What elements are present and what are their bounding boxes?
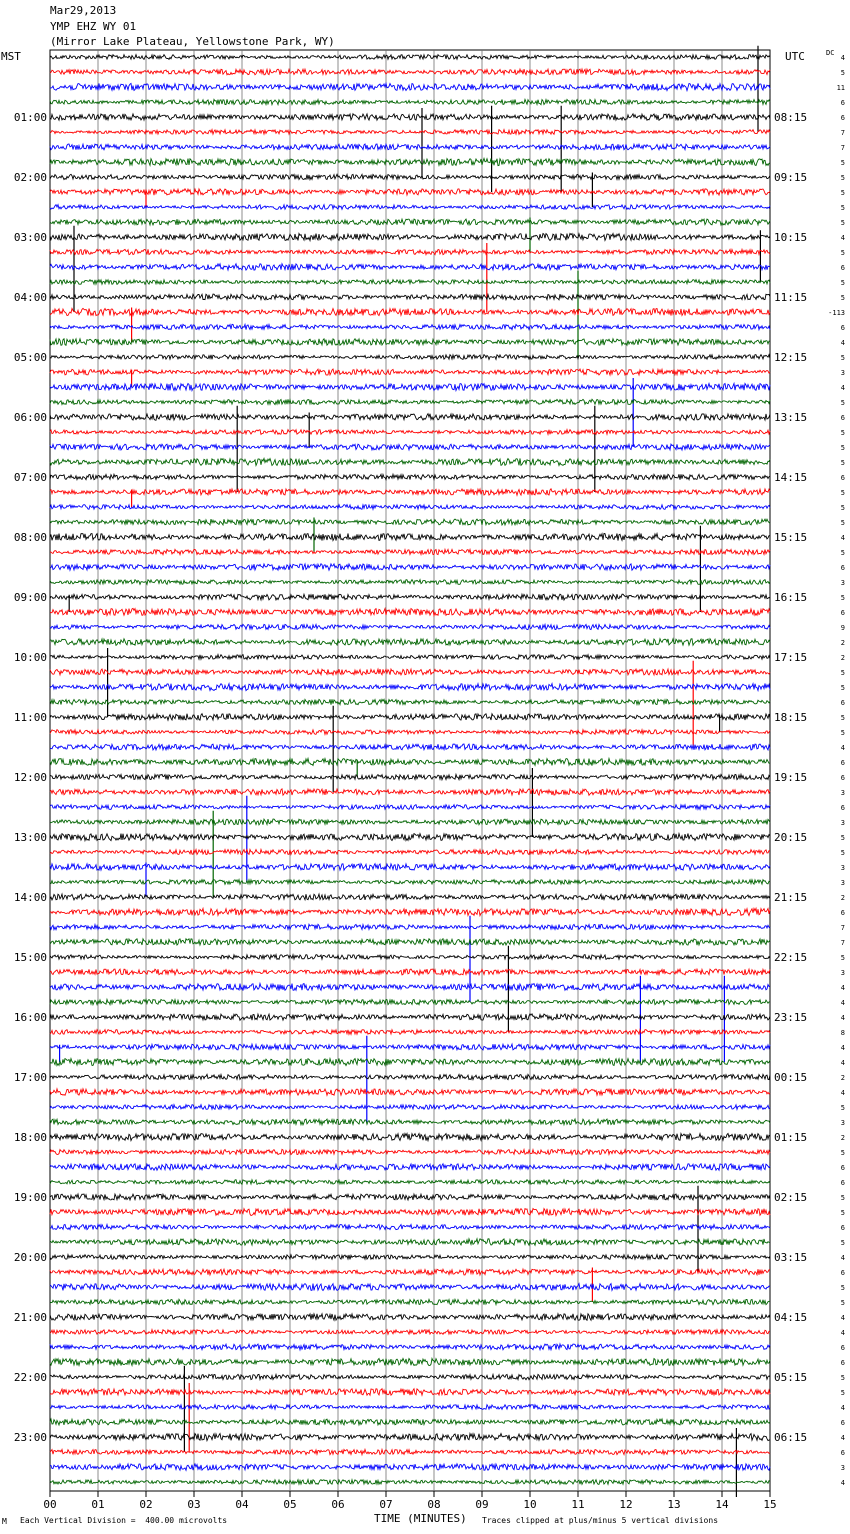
dc-offset-value: 6 (840, 1164, 845, 1172)
x-tick-label: 00 (43, 1498, 57, 1511)
dc-offset-value: 4 (840, 1254, 845, 1262)
seismic-trace-blue (50, 1105, 770, 1110)
seismic-trace-blue (50, 324, 770, 329)
dc-offset-value: 3 (840, 819, 845, 827)
dc-offset-value: 5 (840, 354, 845, 362)
seismic-trace-green (50, 880, 770, 885)
seismic-trace-red (50, 249, 770, 254)
seismic-trace-red (50, 969, 770, 975)
x-tick-label: 11 (571, 1498, 585, 1511)
x-tick-label: 08 (427, 1498, 441, 1511)
dc-offset-value: 5 (840, 1239, 845, 1247)
seismic-trace-red (50, 369, 770, 375)
mst-hour-label: 20:00 (13, 1251, 47, 1264)
dc-offset-value: 5 (840, 684, 845, 692)
seismic-trace-black (50, 1194, 770, 1200)
seismic-trace-green (50, 339, 770, 346)
mst-hour-label: 19:00 (13, 1191, 47, 1204)
dc-offset-value: 6 (840, 264, 845, 272)
mst-hour-label: 07:00 (13, 471, 47, 484)
dc-offset-value: 3 (840, 864, 845, 872)
seismic-trace-blue (50, 624, 770, 629)
utc-hour-label: 17:15 (774, 651, 808, 664)
dc-offset-value: 5 (840, 504, 845, 512)
seismic-trace-blue (50, 83, 770, 90)
seismic-trace-blue (50, 984, 770, 991)
dc-offset-value: 5 (840, 1374, 845, 1382)
seismic-trace-green (50, 158, 770, 165)
mst-hour-label: 13:00 (13, 831, 47, 844)
utc-hour-label: 14:15 (774, 471, 808, 484)
utc-hour-label: 11:15 (774, 291, 808, 304)
seismic-trace-green (50, 999, 770, 1004)
mst-hour-label: 11:00 (13, 711, 47, 724)
seismic-trace-red (50, 69, 770, 75)
dc-offset-value: 6 (840, 774, 845, 782)
seismic-trace-blue (50, 1044, 770, 1050)
seismic-trace-green (50, 1119, 770, 1125)
dc-offset-value: 7 (840, 129, 845, 137)
dc-offset-value: 2 (840, 639, 845, 647)
dc-offset-value: 7 (840, 939, 845, 947)
dc-offset-value: 11 (836, 84, 845, 92)
dc-offset-value: 4 (840, 1089, 845, 1097)
dc-offset-value: 4 (840, 1314, 845, 1322)
seismic-trace-black (50, 114, 770, 120)
x-tick-label: 04 (235, 1498, 249, 1511)
mst-hour-label: 08:00 (13, 531, 47, 544)
utc-hour-label: 19:15 (774, 771, 808, 784)
seismic-trace-green (50, 1480, 770, 1485)
seismic-trace-blue (50, 205, 770, 210)
dc-offset-value: 5 (840, 594, 845, 602)
seismic-trace-red (50, 489, 770, 495)
seismic-trace-black (50, 774, 770, 779)
dc-offset-value: 3 (840, 789, 845, 797)
dc-offset-value: 5 (840, 729, 845, 737)
dc-offset-value: 4 (840, 54, 845, 62)
mst-hour-label: 01:00 (13, 111, 47, 124)
seismic-trace-black (50, 355, 770, 360)
seismic-trace-blue (50, 1224, 770, 1229)
footer-marker: M (2, 1517, 7, 1526)
dc-offset-value: 6 (840, 1269, 845, 1277)
utc-hour-label: 18:15 (774, 711, 808, 724)
dc-offset-value: 4 (840, 534, 845, 542)
mst-hour-label: 18:00 (13, 1131, 47, 1144)
seismic-trace-green (50, 639, 770, 646)
dc-offset-value: 5 (840, 189, 845, 197)
station-location: (Mirror Lake Plateau, Yellowstone Park, WY) (50, 35, 335, 48)
x-tick-label: 07 (379, 1498, 393, 1511)
mst-hour-label: 14:00 (13, 891, 47, 904)
dc-offset-value: 5 (840, 954, 845, 962)
utc-hour-label: 13:15 (774, 411, 808, 424)
dc-offset-value: 2 (840, 894, 845, 902)
seismic-trace-red (50, 1089, 770, 1096)
dc-offset-value: 5 (840, 444, 845, 452)
dc-offset-value: 4 (840, 999, 845, 1007)
seismic-trace-red (50, 908, 770, 915)
seismic-trace-red (50, 549, 770, 554)
dc-offset-value: 5 (840, 489, 845, 497)
seismic-trace-black (50, 1374, 770, 1379)
seismic-trace-green (50, 1058, 770, 1065)
dc-offset-value: 5 (840, 1194, 845, 1202)
dc-offset-value: 5 (840, 429, 845, 437)
dc-offset-value: 6 (840, 1419, 845, 1427)
dc-offset-value: 6 (840, 99, 845, 107)
dc-offset-value: 5 (840, 714, 845, 722)
mst-hour-label: 09:00 (13, 591, 47, 604)
scale-note: Each Vertical Division = 400.00 microvolts (20, 1516, 228, 1525)
dc-offset-value: 5 (840, 834, 845, 842)
seismic-trace-red (50, 1330, 770, 1335)
seismic-trace-green (50, 519, 770, 525)
dc-offset-value: 6 (840, 1179, 845, 1187)
seismic-trace-green (50, 759, 770, 766)
dc-offset-value: 5 (840, 1104, 845, 1112)
seismic-trace-green (50, 580, 770, 585)
seismic-trace-black (50, 714, 770, 720)
dc-offset-value: 3 (840, 1464, 845, 1472)
seismic-trace-red (50, 1149, 770, 1154)
dc-offset-value: 3 (840, 879, 845, 887)
seismic-trace-blue (50, 505, 770, 510)
seismic-trace-blue (50, 444, 770, 450)
dc-offset-value: 5 (840, 1284, 845, 1292)
dc-offset-value: 5 (840, 459, 845, 467)
seismic-trace-red (50, 1030, 770, 1035)
station-code: YMP EHZ WY 01 (50, 20, 137, 33)
dc-offset-value: 6 (840, 1449, 845, 1457)
mst-hour-label: 16:00 (13, 1011, 47, 1024)
dc-offset-value: 5 (840, 174, 845, 182)
x-tick-label: 15 (763, 1498, 777, 1511)
dc-offset-value: 5 (840, 669, 845, 677)
dc-offset-value: 5 (840, 549, 845, 557)
seismic-trace-red (50, 849, 770, 854)
dc-offset-value: 3 (840, 969, 845, 977)
seismic-trace-black (50, 955, 770, 960)
utc-hour-label: 16:15 (774, 591, 808, 604)
seismic-trace-green (50, 1299, 770, 1304)
seismic-trace-green (50, 699, 770, 704)
seismic-trace-green (50, 458, 770, 465)
dc-offset-value: 5 (840, 519, 845, 527)
dc-offset-value: 6 (840, 804, 845, 812)
seismic-trace-black (50, 1074, 770, 1079)
seismic-trace-red (50, 669, 770, 675)
seismic-trace-red (50, 189, 770, 195)
seismic-trace-green (50, 280, 770, 285)
utc-hour-label: 22:15 (774, 951, 808, 964)
seismic-trace-green (50, 1419, 770, 1425)
mst-hour-label: 15:00 (13, 951, 47, 964)
dc-offset-value: 4 (840, 1044, 845, 1052)
dc-offset-value: 6 (840, 1359, 845, 1367)
seismic-trace-black (50, 594, 770, 600)
seismic-trace-black (50, 894, 770, 900)
seismic-trace-black (50, 233, 770, 240)
dc-offset-value: 3 (840, 579, 845, 587)
utc-axis-label: UTC (785, 50, 805, 63)
seismic-trace-black (50, 414, 770, 421)
dc-offset-value: 4 (840, 744, 845, 752)
seismic-trace-blue (50, 805, 770, 810)
seismic-trace-blue (50, 383, 770, 390)
seismic-trace-black (50, 174, 770, 179)
dc-offset-value: 4 (840, 1059, 845, 1067)
seismic-trace-red (50, 130, 770, 135)
dc-offset-value: 5 (840, 1209, 845, 1217)
dc-offset-value: 5 (840, 279, 845, 287)
dc-offset-value: 6 (840, 909, 845, 917)
utc-hour-label: 20:15 (774, 831, 808, 844)
mst-hour-label: 02:00 (13, 171, 47, 184)
seismic-trace-black (50, 294, 770, 300)
x-tick-label: 10 (523, 1498, 537, 1511)
x-tick-label: 13 (667, 1498, 681, 1511)
chart-date: Mar29,2013 (50, 4, 117, 17)
mst-hour-label: 17:00 (13, 1071, 47, 1084)
utc-hour-label: 12:15 (774, 351, 808, 364)
seismic-trace-red (50, 1449, 770, 1454)
mst-axis-label: MST (1, 50, 21, 63)
dc-offset-value: -113 (828, 309, 845, 317)
dc-offset-value: 5 (840, 399, 845, 407)
dc-offset-value: 6 (840, 324, 845, 332)
utc-hour-label: 02:15 (774, 1191, 808, 1204)
utc-hour-label: 15:15 (774, 531, 808, 544)
dc-offset-value: 4 (840, 984, 845, 992)
seismic-trace-black (50, 1255, 770, 1260)
seismic-trace-red (50, 789, 770, 795)
seismic-trace-red (50, 1208, 770, 1215)
x-tick-label: 14 (715, 1498, 729, 1511)
seismic-trace-black (50, 55, 770, 60)
dc-offset-value: 6 (840, 1224, 845, 1232)
utc-hour-label: 10:15 (774, 231, 808, 244)
seismic-trace-black (50, 474, 770, 479)
dc-offset-value: 2 (840, 1134, 845, 1142)
seismic-trace-red (50, 608, 770, 615)
dc-offset-value: 5 (840, 849, 845, 857)
seismic-trace-green (50, 1180, 770, 1185)
seismic-trace-blue (50, 683, 770, 690)
dc-offset-value: 4 (840, 1329, 845, 1337)
dc-offset-value: 6 (840, 1344, 845, 1352)
seismic-trace-blue (50, 744, 770, 750)
seismic-trace-red (50, 730, 770, 735)
dc-offset-value: 5 (840, 219, 845, 227)
dc-offset-value: 5 (840, 1389, 845, 1397)
dc-offset-value: 4 (840, 1404, 845, 1412)
seismic-trace-green (50, 1239, 770, 1245)
mst-hour-label: 12:00 (13, 771, 47, 784)
dc-offset-value: 5 (840, 159, 845, 167)
mst-hour-label: 06:00 (13, 411, 47, 424)
seismic-trace-blue (50, 564, 770, 570)
x-tick-label: 12 (619, 1498, 633, 1511)
seismic-trace-black (50, 1014, 770, 1020)
utc-hour-label: 09:15 (774, 171, 808, 184)
clip-note: Traces clipped at plus/minus 5 vertical divisions (482, 1516, 719, 1525)
dc-offset-value: 5 (840, 1149, 845, 1157)
x-tick-label: 03 (187, 1498, 201, 1511)
dc-offset-value: 4 (840, 1014, 845, 1022)
mst-hour-label: 03:00 (13, 231, 47, 244)
mst-hour-label: 10:00 (13, 651, 47, 664)
dc-offset-value: 6 (840, 759, 845, 767)
seismic-trace-red (50, 430, 770, 435)
dc-offset-value: 3 (840, 369, 845, 377)
dc-offset-value: 3 (840, 1119, 845, 1127)
seismic-trace-black (50, 655, 770, 660)
dc-offset-value: 2 (840, 654, 845, 662)
seismic-trace-green (50, 1358, 770, 1365)
seismic-trace-red (50, 308, 770, 315)
dc-offset-value: 4 (840, 234, 845, 242)
dc-offset-label: DC (826, 49, 835, 57)
dc-offset-value: 8 (840, 1029, 845, 1037)
dc-offset-value: 7 (840, 924, 845, 932)
seismic-trace-blue (50, 1405, 770, 1410)
seismic-trace-red (50, 1389, 770, 1396)
dc-offset-value: 6 (840, 699, 845, 707)
mst-hour-label: 21:00 (13, 1311, 47, 1324)
utc-hour-label: 03:15 (774, 1251, 808, 1264)
seismic-trace-green (50, 99, 770, 104)
utc-hour-label: 08:15 (774, 111, 808, 124)
dc-offset-value: 9 (840, 624, 845, 632)
mst-hour-label: 22:00 (13, 1371, 47, 1384)
dc-offset-value: 4 (840, 384, 845, 392)
dc-offset-value: 6 (840, 609, 845, 617)
seismic-trace-blue (50, 1164, 770, 1170)
x-tick-label: 06 (331, 1498, 345, 1511)
seismic-trace-green (50, 939, 770, 945)
seismic-trace-red (50, 1269, 770, 1275)
seismic-trace-black (50, 1434, 770, 1441)
dc-offset-value: 6 (840, 474, 845, 482)
utc-hour-label: 06:15 (774, 1431, 808, 1444)
dc-offset-value: 5 (840, 204, 845, 212)
seismic-trace-blue (50, 144, 770, 150)
dc-offset-value: 6 (840, 114, 845, 122)
dc-offset-value: 4 (840, 1479, 845, 1487)
seismic-trace-blue (50, 924, 770, 929)
seismic-trace-blue (50, 1284, 770, 1291)
dc-offset-value: 4 (840, 339, 845, 347)
x-axis-title: TIME (MINUTES) (374, 1512, 467, 1525)
mst-hour-label: 05:00 (13, 351, 47, 364)
seismic-trace-blue (50, 264, 770, 270)
seismic-trace-blue (50, 1344, 770, 1350)
dc-offset-value: 4 (840, 1434, 845, 1442)
dc-offset-value: 5 (840, 294, 845, 302)
seismic-trace-black (50, 1314, 770, 1320)
seismic-trace-black (50, 533, 770, 540)
dc-offset-value: 5 (840, 249, 845, 257)
utc-hour-label: 01:15 (774, 1131, 808, 1144)
utc-hour-label: 21:15 (774, 891, 808, 904)
utc-hour-label: 00:15 (774, 1071, 808, 1084)
utc-hour-label: 05:15 (774, 1371, 808, 1384)
dc-offset-value: 6 (840, 564, 845, 572)
mst-hour-label: 23:00 (13, 1431, 47, 1444)
dc-offset-value: 5 (840, 69, 845, 77)
dc-offset-value: 5 (840, 1299, 845, 1307)
x-tick-label: 09 (475, 1498, 489, 1511)
mst-hour-label: 04:00 (13, 291, 47, 304)
dc-offset-value: 7 (840, 144, 845, 152)
x-tick-label: 01 (91, 1498, 105, 1511)
utc-hour-label: 23:15 (774, 1011, 808, 1024)
seismic-trace-green (50, 399, 770, 404)
seismic-trace-blue (50, 1464, 770, 1470)
seismic-trace-black (50, 1133, 770, 1140)
dc-offset-value: 6 (840, 414, 845, 422)
dc-offset-value: 2 (840, 1074, 845, 1082)
seismic-trace-blue (50, 864, 770, 870)
seismic-trace-green (50, 219, 770, 225)
seismic-trace-green (50, 819, 770, 825)
utc-hour-label: 04:15 (774, 1311, 808, 1324)
seismic-trace-black (50, 833, 770, 840)
x-tick-label: 05 (283, 1498, 297, 1511)
x-tick-label: 02 (139, 1498, 153, 1511)
